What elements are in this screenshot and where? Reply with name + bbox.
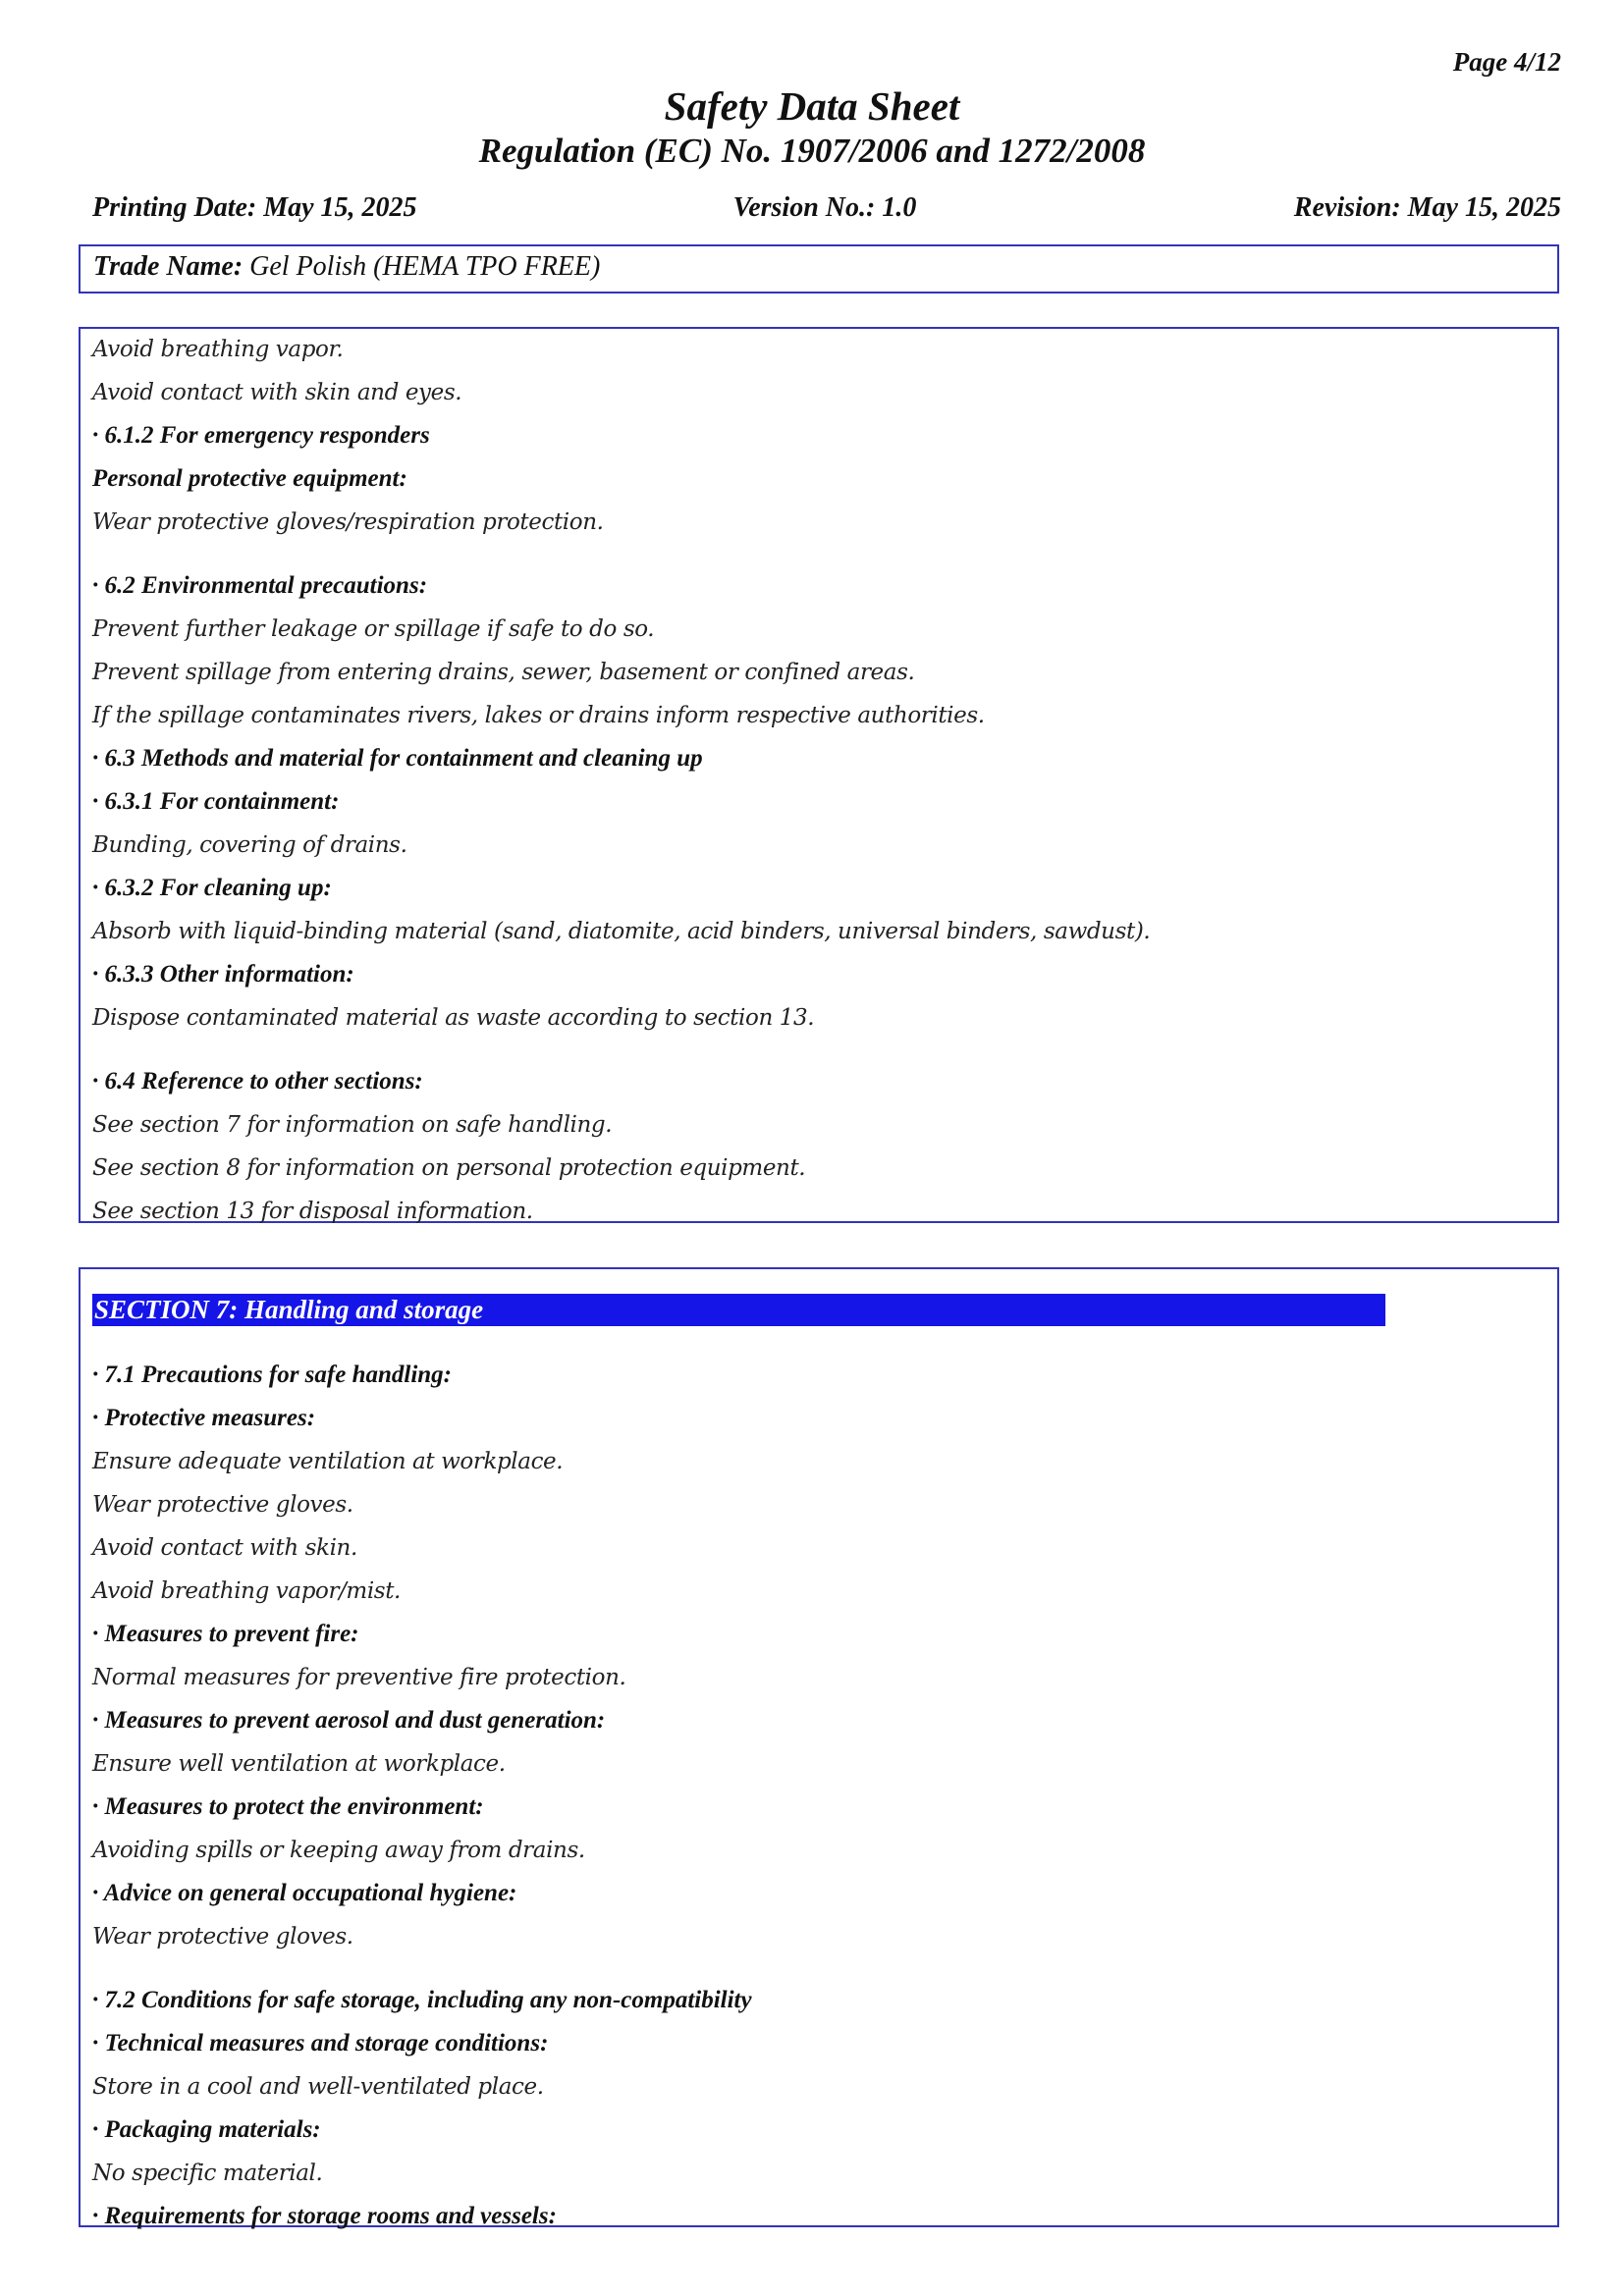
subheading-fire: · Measures to prevent fire: (92, 1621, 359, 1647)
subheading-technical-measures: · Technical measures and storage conditions: (92, 2030, 549, 2056)
subheading-6-3: · 6.3 Methods and material for containment and cleaning up (92, 745, 703, 772)
subheading-protective-measures: · Protective measures: (92, 1405, 316, 1431)
text-line: Wear protective gloves. (92, 1924, 353, 1949)
subheading-environment: · Measures to protect the environment: (92, 1793, 484, 1820)
subheading-6-3-2: · 6.3.2 For cleaning up: (92, 875, 332, 901)
subheading-hygiene: · Advice on general occupational hygiene: (92, 1880, 517, 1906)
document-title: Safety Data Sheet (664, 83, 960, 129)
subheading-aerosol: · Measures to prevent aerosol and dust generation: (92, 1707, 606, 1734)
subheading-packaging: · Packaging materials: (92, 2116, 321, 2143)
text-line: If the spillage contaminates rivers, lakes or drains inform respective authorities. (92, 703, 985, 728)
subheading-ppe: Personal protective equipment: (92, 465, 407, 492)
trade-name-value: Gel Polish (HEMA TPO FREE) (243, 251, 601, 282)
text-line: Bunding, covering of drains. (92, 832, 407, 858)
text-line: Absorb with liquid-binding material (sand, diatomite, acid binders, universal binders, sawdust). (92, 919, 1151, 944)
printing-date: Printing Date: May 15, 2025 (92, 192, 417, 223)
subheading-7-2: · 7.2 Conditions for safe storage, including any non-compatibility (92, 1987, 752, 2013)
text-line: Ensure well ventilation at workplace. (92, 1751, 506, 1777)
revision-date: Revision: May 15, 2025 (1293, 192, 1561, 223)
subheading-storage-rooms: · Requirements for storage rooms and vessels: (92, 2203, 557, 2229)
text-line: See section 7 for information on safe handling. (92, 1112, 613, 1138)
subheading-7-1: · 7.1 Precautions for safe handling: (92, 1362, 453, 1388)
text-line: Dispose contaminated material as waste according to section 13. (92, 1005, 815, 1031)
text-line: Ensure adequate ventilation at workplace. (92, 1449, 564, 1474)
text-line: Store in a cool and well-ventilated place. (92, 2074, 544, 2100)
trade-name-label: Trade Name: (93, 251, 244, 282)
text-line: See section 13 for disposal information. (92, 1199, 533, 1224)
text-line: Avoid contact with skin and eyes. (92, 380, 462, 405)
text-line: Normal measures for preventive fire protection. (92, 1665, 626, 1690)
subheading-6-4: · 6.4 Reference to other sections: (92, 1068, 423, 1095)
subheading-6-3-1: · 6.3.1 For containment: (92, 788, 340, 815)
text-line: See section 8 for information on personal protection equipment. (92, 1155, 806, 1181)
text-line: Prevent spillage from entering drains, sewer, basement or confined areas. (92, 660, 915, 685)
text-line: Avoid breathing vapor/mist. (92, 1578, 401, 1604)
text-line: Prevent further leakage or spillage if safe to do so. (92, 616, 655, 642)
text-line: Avoid breathing vapor. (92, 337, 344, 362)
text-line: Avoid contact with skin. (92, 1535, 357, 1561)
document-subtitle: Regulation (EC) No. 1907/2006 and 1272/2008 (478, 132, 1146, 170)
version-number: Version No.: 1.0 (732, 192, 917, 223)
text-line: Avoiding spills or keeping away from drains. (92, 1838, 585, 1863)
text-line: Wear protective gloves/respiration protection. (92, 509, 604, 535)
subheading-6-2: · 6.2 Environmental precautions: (92, 572, 428, 599)
text-line: No specific material. (92, 2161, 323, 2186)
text-line: Wear protective gloves. (92, 1492, 353, 1518)
trade-name-box (79, 244, 1559, 294)
subheading-6-3-3: · 6.3.3 Other information: (92, 961, 354, 988)
section-7-title: SECTION 7: Handling and storage (92, 1294, 1385, 1326)
page-number: Page 4/12 (1452, 47, 1561, 77)
subheading-6-1-2: · 6.1.2 For emergency responders (92, 422, 430, 449)
